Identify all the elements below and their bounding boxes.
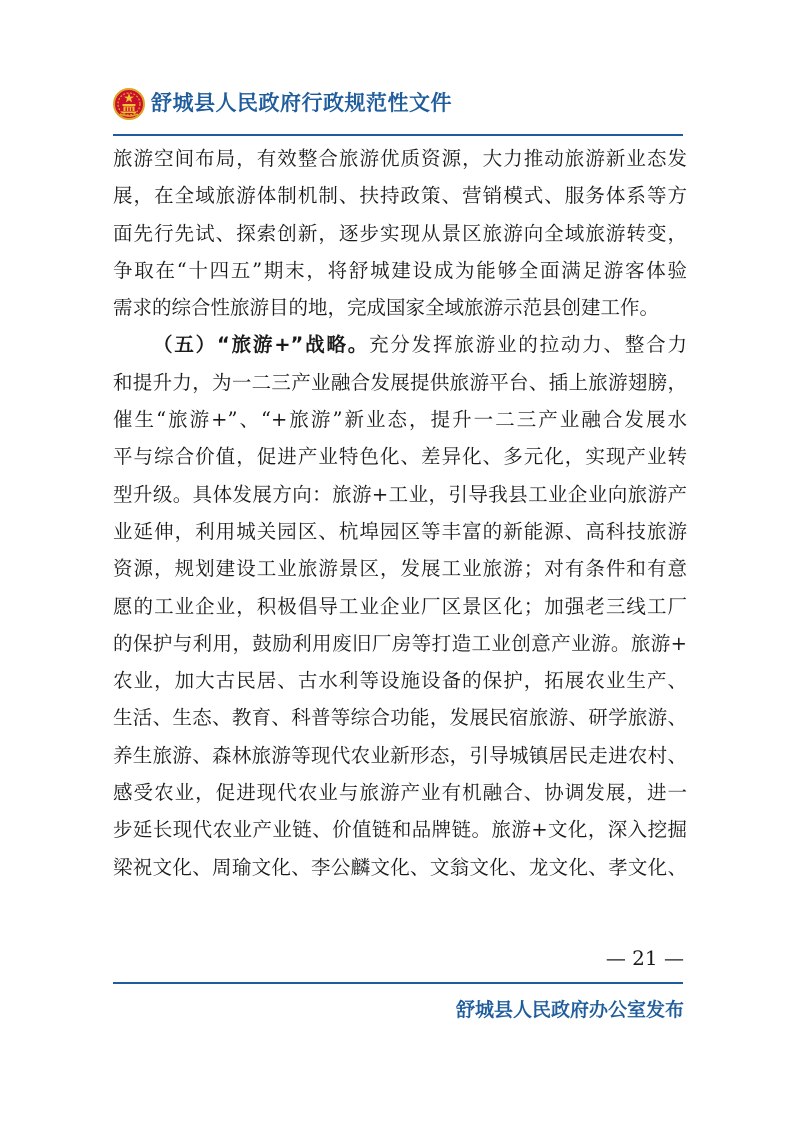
section-heading-line <box>113 326 687 363</box>
footer-divider <box>113 982 683 984</box>
body-line: 农业，加大古民居、古水利等设施设备的保护，拓展农业生产、 <box>113 669 687 693</box>
body-line: 资源，规划建设工业旅游景区，发展工业旅游；对有条件和有意 <box>113 557 687 581</box>
section-heading: （五）“旅游+”战略。 <box>153 333 370 357</box>
page-number: — 21 — <box>605 946 684 970</box>
body-line: 的保护与利用，鼓励利用废旧厂房等打造工业创意产业游。旅游+ <box>113 631 687 655</box>
document-header <box>113 86 683 130</box>
national-emblem-icon <box>113 88 145 120</box>
body-line: 生活、生态、教育、科普等综合功能，发展民宿旅游、研学旅游、 <box>113 706 687 730</box>
document-body <box>113 140 687 886</box>
body-line: 步延长现代农业产业链、价值链和品牌链。旅游+文化，深入挖掘 <box>113 818 687 842</box>
body-line: 争取在“十四五”期末，将舒城建设成为能够全面满足游客体验 <box>113 258 687 282</box>
body-line: 平与综合价值，促进产业特色化、差异化、多元化，实现产业转 <box>113 445 687 469</box>
body-line: 养生旅游、森林旅游等现代农业新形态，引导城镇居民走进农村、 <box>113 743 687 767</box>
body-line: 和提升力，为一二三产业融合发展提供旅游平台、插上旅游翅膀， <box>113 370 687 394</box>
body-line: 型升级。具体发展方向：旅游+工业，引导我县工业企业向旅游产 <box>113 482 687 506</box>
body-line: 催生“旅游+”、“+旅游”新业态，提升一二三产业融合发展水 <box>113 408 687 432</box>
body-line: 展，在全域旅游体制机制、扶持政策、营销模式、服务体系等方 <box>113 184 687 208</box>
footer-publisher: 舒城县人民政府办公室发布 <box>455 999 684 1021</box>
body-line: 感受农业，促进现代农业与旅游产业有机融合、协调发展，进一 <box>113 781 687 805</box>
body-line: 旅游空间布局，有效整合旅游优质资源，大力推动旅游新业态发 <box>113 147 687 170</box>
document-header-title: 舒城县人民政府行政规范性文件 <box>151 91 452 115</box>
header-divider <box>113 134 683 136</box>
body-line: 梁祝文化、周瑜文化、李公麟文化、文翁文化、龙文化、孝文化、 <box>113 855 687 879</box>
body-line: 业延伸，利用城关园区、杭埠园区等丰富的新能源、高科技旅游 <box>113 519 687 543</box>
body-line: 需求的综合性旅游目的地，完成国家全域旅游示范县创建工作。 <box>113 296 660 320</box>
body-line: 面先行先试、探索创新，逐步实现从景区旅游向全域旅游转变， <box>113 221 687 245</box>
body-line: 愿的工业企业，积极倡导工业企业厂区景区化；加强老三线工厂 <box>113 594 687 618</box>
section-first-line-text: 充分发挥旅游业的拉动力、整合力 <box>369 333 687 357</box>
